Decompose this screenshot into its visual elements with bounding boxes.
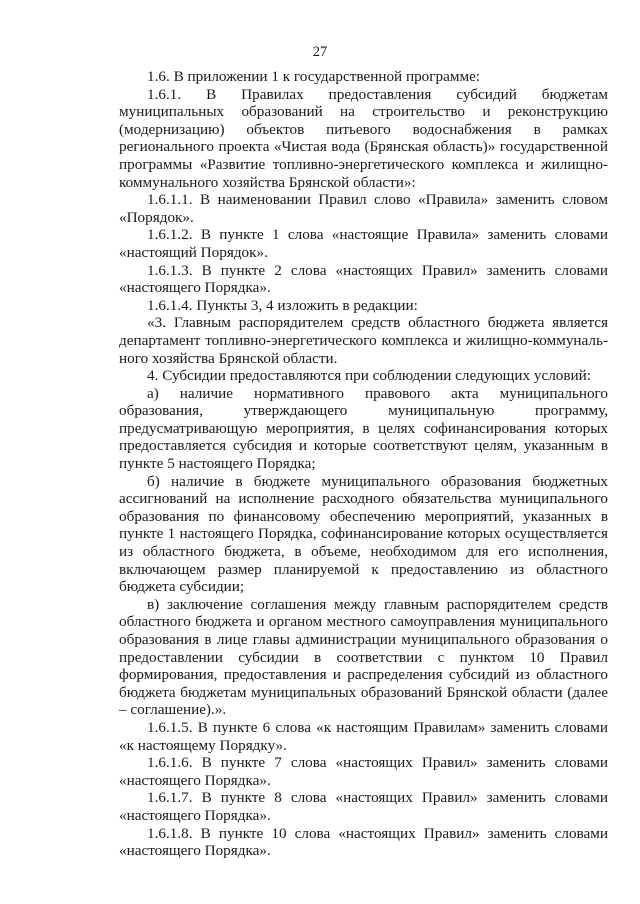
paragraph-item-3: «3. Главным распорядителем средств областного бюджета является департамент топливно-энергетического комплекса и жилищно-коммунального хозяйства Брянской области.	[119, 314, 608, 367]
paragraph-condition-a: а) наличие нормативного правового акта муниципального образования, утверждающего муниципальную программу, предусматривающую мероприятия, в целях софинансирования которых предоставляется субсидия и которые соответствуют целям, указанным в пункте 5 настоящего Порядка;	[119, 384, 608, 473]
paragraph-1-6-1-1: 1.6.1.1. В наименовании Правил слово «Правила» заменить словом «Порядок».	[119, 191, 608, 226]
document-body	[119, 68, 608, 860]
paragraph-1-6-1-8: 1.6.1.8. В пункте 10 слова «настоящих Правил» заменить словами «настоящего Порядка».	[119, 824, 608, 860]
paragraph-1-6-1-2: 1.6.1.2. В пункте 1 слова «настоящие Правила» заменить словами «настоящий Порядок».	[119, 226, 608, 261]
paragraph-1-6: 1.6. В приложении 1 к государственной программе:	[147, 68, 481, 85]
paragraph-1-6-1-4: 1.6.1.4. Пункты 3, 4 изложить в редакции:	[147, 296, 418, 314]
paragraph-1-6-1-5: 1.6.1.5. В пункте 6 слова «к настоящим Правилам» заменить словами «к настоящему Порядку».	[119, 718, 608, 754]
paragraph-1-6-1-6: 1.6.1.6. В пункте 7 слова «настоящих Правил» заменить словами «настоящего Порядка».	[119, 754, 608, 789]
paragraph-1-6-1: 1.6.1. В Правилах предоставления субсидий бюджетам муниципальных образований на строительство и реконструкцию (модернизацию) объектов питьевого водоснабжения в рамках регионального проекта «Чистая вода (Брянская область)» государственной программы «Развитие топливно-энергетического комплекса и жилищно-коммунального хозяйства Брянской области»:	[119, 85, 608, 191]
paragraph-1-6-1-3: 1.6.1.3. В пункте 2 слова «настоящих Правил» заменить словами «настоящего Порядка».	[119, 261, 608, 297]
paragraph-condition-b: б) наличие в бюджете муниципального образования бюджетных ассигнований на исполнение расходного обязательства муниципального образования по финансовому обеспечению мероприятий, указанных в пункте 1 настоящего Порядка, софинансирование которых осуществляется из областного бюджета, в объеме, необходимом для его исполнения, включающем размер планируемой к предоставлению из областного бюджета субсидии;	[119, 472, 608, 596]
paragraph-item-4: 4. Субсидии предоставляются при соблюдении следующих условий:	[147, 367, 592, 385]
page-number: 27	[312, 44, 328, 60]
paragraph-1-6-1-7: 1.6.1.7. В пункте 8 слова «настоящих Правил» заменить словами «настоящего Порядка».	[119, 789, 608, 824]
paragraph-condition-v: в) заключение соглашения между главным распорядителем средств областного бюджета и органом местного самоуправления муниципального образования в лице главы администрации муниципального образования о предоставлении субсидии в соответствии с пунктом 10 Правил формирования, предоставления и распределения субсидий из областного бюджета бюджетам муниципальных образований Брянской области (далее – соглашение).».	[119, 595, 608, 719]
